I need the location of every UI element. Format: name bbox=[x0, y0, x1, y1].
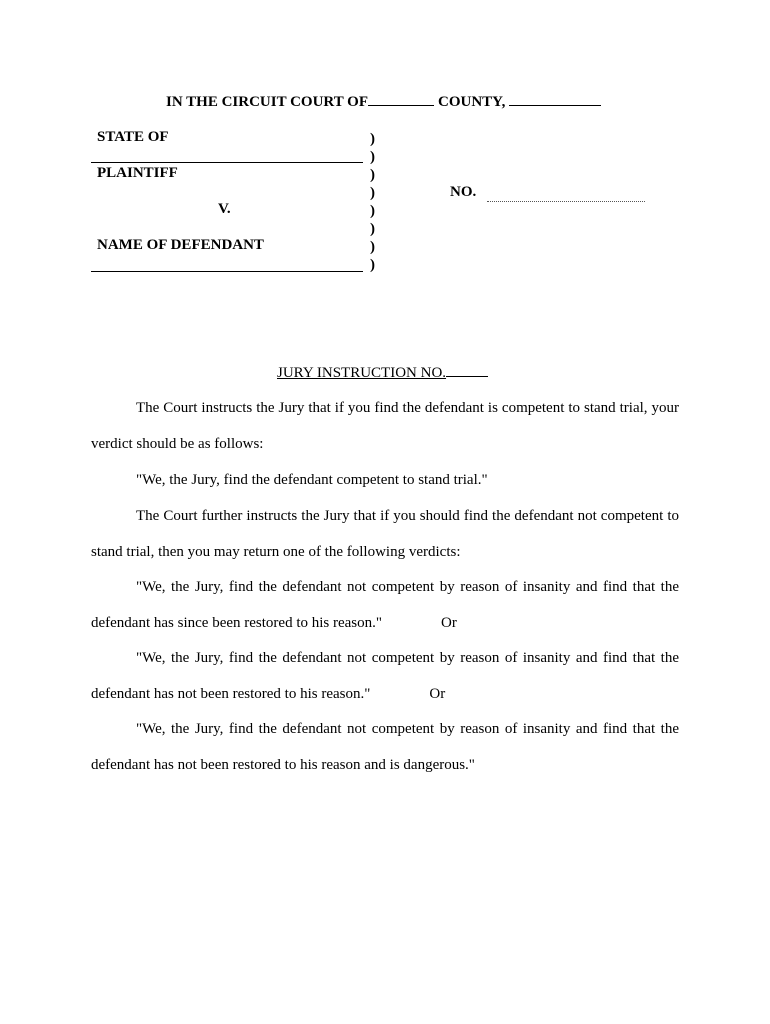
instruction-number-blank bbox=[446, 364, 488, 377]
or-connector: Or bbox=[429, 686, 446, 702]
caption-paren: ) bbox=[370, 185, 375, 201]
caption-paren: ) bbox=[370, 221, 375, 237]
instruction-title bbox=[277, 364, 488, 382]
case-number-label: NO. bbox=[450, 184, 477, 200]
body-paragraph bbox=[91, 498, 679, 570]
plaintiff-name-line bbox=[91, 162, 363, 163]
defendant-label: NAME OF DEFENDANT bbox=[97, 237, 264, 253]
verdict-text: "We, the Jury, find the defendant competent to stand trial." bbox=[136, 472, 488, 488]
case-number-blank bbox=[487, 201, 645, 202]
body-paragraph bbox=[91, 390, 679, 462]
instruction-title-text: JURY INSTRUCTION NO. bbox=[277, 365, 447, 381]
body-paragraph bbox=[91, 640, 679, 712]
caption-paren: ) bbox=[370, 257, 375, 273]
county-label: COUNTY, bbox=[438, 94, 506, 110]
body-paragraph bbox=[91, 711, 679, 783]
verdict-text: "We, the Jury, find the defendant not competent by reason of insanity and find that the defendant has not been restored to his reason and is dangerous." bbox=[91, 721, 679, 773]
body-paragraph bbox=[91, 462, 679, 498]
caption-paren: ) bbox=[370, 149, 375, 165]
case-caption bbox=[0, 0, 770, 300]
versus-label: V. bbox=[218, 201, 231, 217]
caption-paren: ) bbox=[370, 131, 375, 147]
court-label: IN THE CIRCUIT COURT OF bbox=[166, 94, 369, 110]
plaintiff-label: PLAINTIFF bbox=[97, 165, 178, 181]
caption-paren: ) bbox=[370, 203, 375, 219]
caption-paren: ) bbox=[370, 167, 375, 183]
paragraph-text: The Court instructs the Jury that if you find the defendant is competent to stand trial, your verdict should be as follows: bbox=[91, 400, 679, 452]
defendant-name-line bbox=[91, 271, 363, 272]
state-of-label: STATE OF bbox=[97, 129, 169, 145]
caption-paren: ) bbox=[370, 239, 375, 255]
verdict-text: "We, the Jury, find the defendant not competent by reason of insanity and find that the defendant has not been restored to his reason." bbox=[91, 650, 679, 702]
or-connector: Or bbox=[441, 615, 457, 631]
paragraph-text: The Court further instructs the Jury that if you should find the defendant not competent to stand trial, then you may return one of the following verdicts: bbox=[91, 508, 679, 560]
body-paragraph bbox=[91, 569, 679, 641]
verdict-text: "We, the Jury, find the defendant not competent by reason of insanity and find that the defendant has since been restored to his reason." bbox=[91, 579, 679, 631]
